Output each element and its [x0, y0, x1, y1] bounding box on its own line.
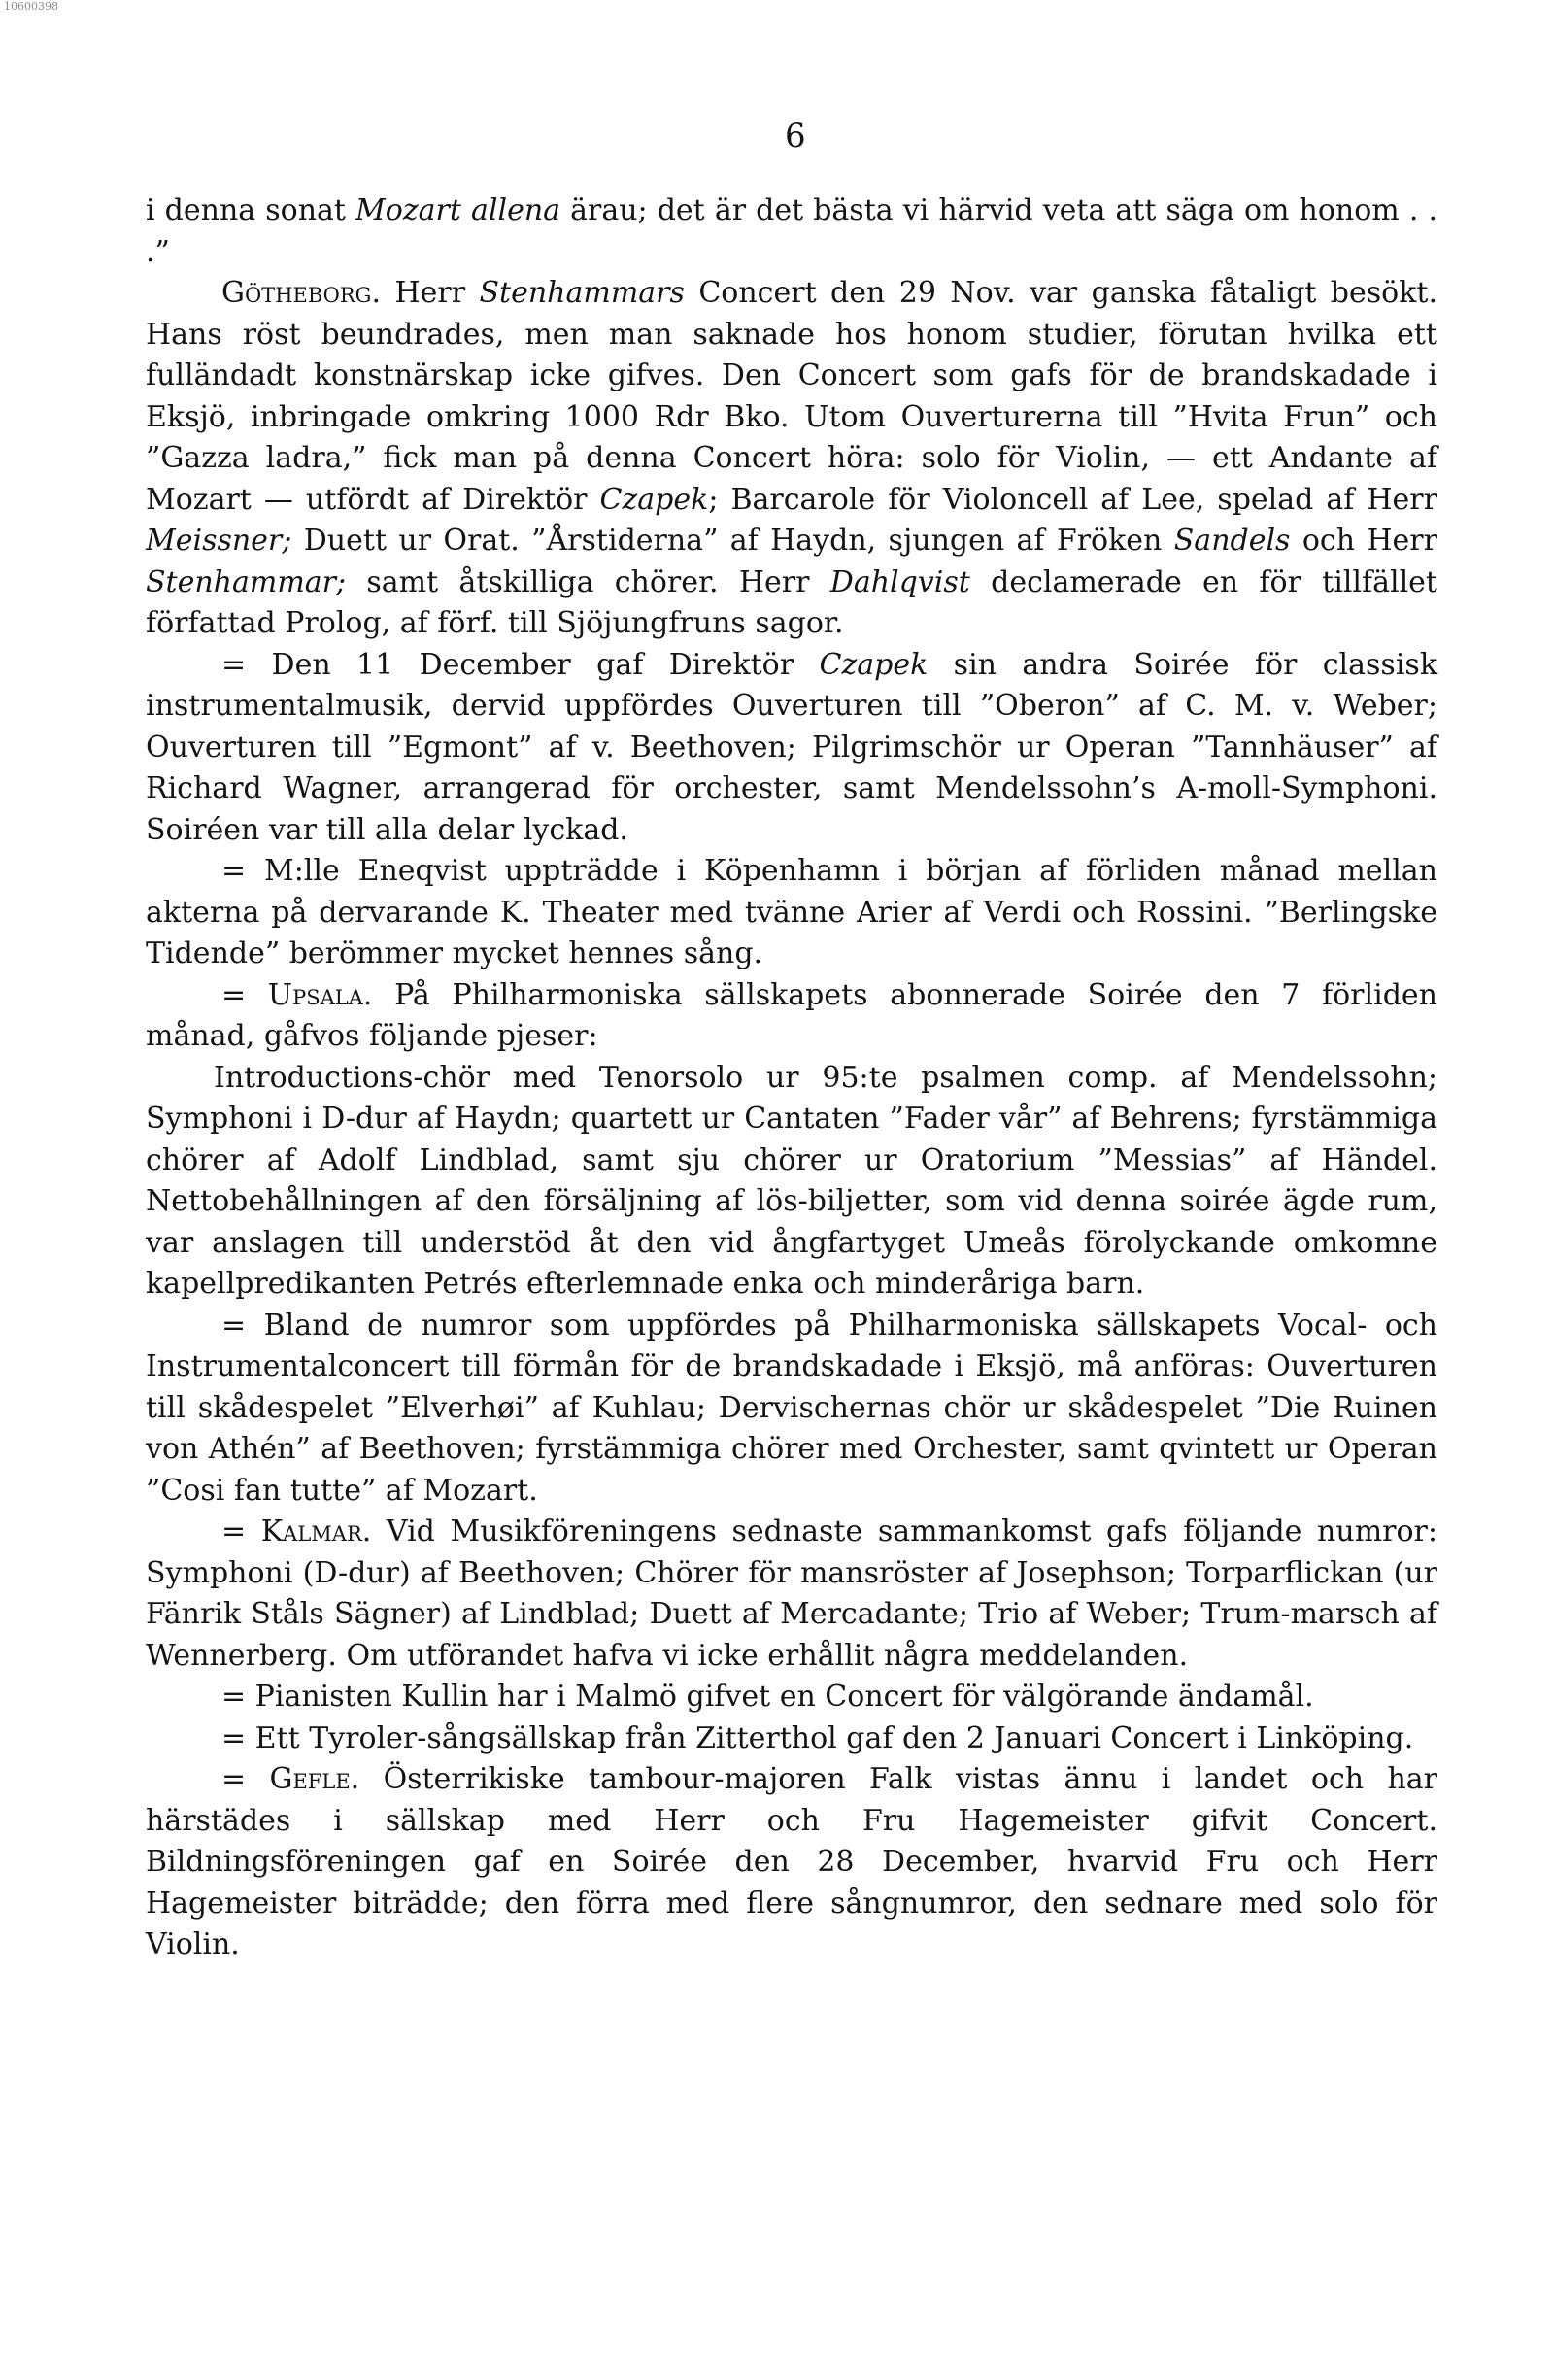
paragraph-eneqvist [146, 851, 1437, 975]
text-run: Götheborg. [221, 276, 381, 310]
text-run: Dahlqvist [829, 564, 970, 599]
text-run: och Herr [1290, 524, 1437, 558]
page-number: 6 [785, 117, 806, 155]
text-run: = Bland de numror som uppfördes på Philharmoniska sällskapets Vocal- och Instrumentalconcert till förmån för de brandskadade i Eksjö, må anföras: Ouverturen till skådespelet ”Elverhøi” af Kuhlau; Dervischernas chör ur skådespelet ”Die Ruinen von Athén” af Beethoven; fyrstämmiga chörer med Orchester, samt qvintett ur Operan ”Cosi fan tutte” af Mozart. [146, 1308, 1437, 1508]
text-run: Introductions-chör med Tenorsolo ur 95:te psalmen comp. af Mendelssohn; Symphoni i D-dur af Haydn; quartett ur Cantaten ”Fader vår” af Behrens; fyrstämmiga chörer af Adolf Lindblad, samt sju chörer ur Oratorium ”Messias” af Händel. Nettobehållningen af den försäljning af lös-biljetter, som vid denna soirée ägde rum, var anslagen till understöd åt den vid ångfartyget Umeås förolyckande omkomne kapellpredikanten Petrés efterlemnade enka och minderåriga barn. [146, 1060, 1437, 1301]
text-run: = [221, 977, 268, 1012]
text-run: Sandels [1173, 524, 1291, 558]
text-run: Upsala. [267, 977, 373, 1012]
text-run: = Pianisten Kullin har i Malmö gifvet en Concert för välgörande ändamål. [221, 1680, 1314, 1714]
text-run: ; Barcarole för Violoncell af Lee, spelad af Herr [708, 482, 1437, 517]
text-run: Meissner; [146, 524, 292, 558]
text-run: samt åtskilliga chörer. Herr [346, 564, 830, 599]
text-run: Mozart allena [355, 193, 561, 227]
paragraph-goteborg [146, 273, 1437, 645]
paragraph-tyroler [146, 1718, 1437, 1760]
text-run: = [221, 1514, 261, 1548]
scan-id: 10600398 [4, 0, 58, 13]
text-run: declamerade en för tillfället författad Prolog, af förf. till Sjöjungfruns sagor. [146, 564, 1437, 640]
text-run: Kalmar. [260, 1514, 372, 1548]
paragraph-philharmonic-concert [146, 1306, 1437, 1513]
text-run: = [221, 1762, 270, 1796]
text-run: i denna sonat [146, 193, 356, 227]
paragraph-mozart-sonata [146, 190, 1437, 273]
paragraph-upsala [146, 975, 1437, 1058]
text-run: Concert den 29 Nov. var ganska fåtaligt besökt. Hans röst beundrades, men man saknade hos honom studier, förutan hvilka ett fulländadt konstnärskap icke gifves. Den Concert som gafs för de brandskadade i Eksjö, inbringade omkring 1000 Rdr Bko. Utom Ouverturerna till ”Hvita Frun” och ”Gazza ladra,” fick man på denna Concert höra: solo för Violin, — ett Andante af Mozart — utfördt af Direktör [146, 276, 1437, 517]
paragraph-upsala-program [146, 1058, 1437, 1306]
text-run: Herr [381, 276, 480, 310]
text-run: = M:lle Eneqvist uppträdde i Köpenhamn i början af förliden månad mellan akterna på dervarande K. Theater med tvänne Arier af Verdi och Rossini. ”Berlingske Tidende” berömmer mycket hennes sång. [146, 854, 1437, 970]
article-body [146, 190, 1437, 1966]
text-run: = Den 11 December gaf Direktör [221, 647, 820, 682]
text-run: Österrikiske tambour-majoren Falk vistas ännu i landet och har härstädes i sällskap med Herr och Fru Hagemeister gifvit Concert. Bildningsföreningen gaf en Soirée den 28 December, hvarvid Fru och Herr Hagemeister biträdde; den förra med flere sångnumror, den sednare med solo för Violin. [146, 1762, 1437, 1961]
text-run: Stenhammars [479, 276, 685, 310]
text-run: Czapek [599, 482, 709, 517]
text-run: Gefle. [269, 1762, 360, 1796]
paragraph-czapek-soiree [146, 645, 1437, 852]
text-run: Vid Musikföreningens sednaste sammankomst gafs följande numror: Symphoni (D-dur) af Beethoven; Chörer för mansröster af Josephson; Torparflickan (ur Fänrik Ståls Sägner) af Lindblad; Duett af Mercadante; Trio af Weber; Trum-marsch af Wennerberg. Om utförandet hafva vi icke erhållit några meddelanden. [146, 1514, 1437, 1673]
paragraph-kalmar [146, 1512, 1437, 1677]
text-run: sin andra Soirée för classisk instrumentalmusik, dervid uppfördes Ouverturen till ”Oberon” af C. M. v. Weber; Ouverturen till ”Egmont” af v. Beethoven; Pilgrimschör ur Operan ”Tannhäuser” af Richard Wagner, arrangerad för orchester, samt Mendelssohn’s A-moll-Symphoni. Soiréen var till alla delar lyckad. [146, 647, 1437, 847]
text-run: ärau; det är det bästa vi härvid veta att säga om honom . . .” [146, 193, 1437, 269]
paragraph-kullin [146, 1677, 1437, 1718]
text-run: På Philharmoniska sällskapets abonnerade Soirée den 7 förliden månad, gåfvos följande pjeser: [146, 977, 1437, 1053]
text-run: Czapek [819, 647, 929, 682]
paragraph-gefle [146, 1759, 1437, 1966]
text-run: = Ett Tyroler-sångsällskap från Zitterthol gaf den 2 Januari Concert i Linköping. [221, 1720, 1414, 1755]
text-run: Stenhammar; [146, 564, 347, 599]
text-run: Duett ur Orat. ”Årstiderna” af Haydn, sjungen af Fröken [291, 524, 1174, 558]
